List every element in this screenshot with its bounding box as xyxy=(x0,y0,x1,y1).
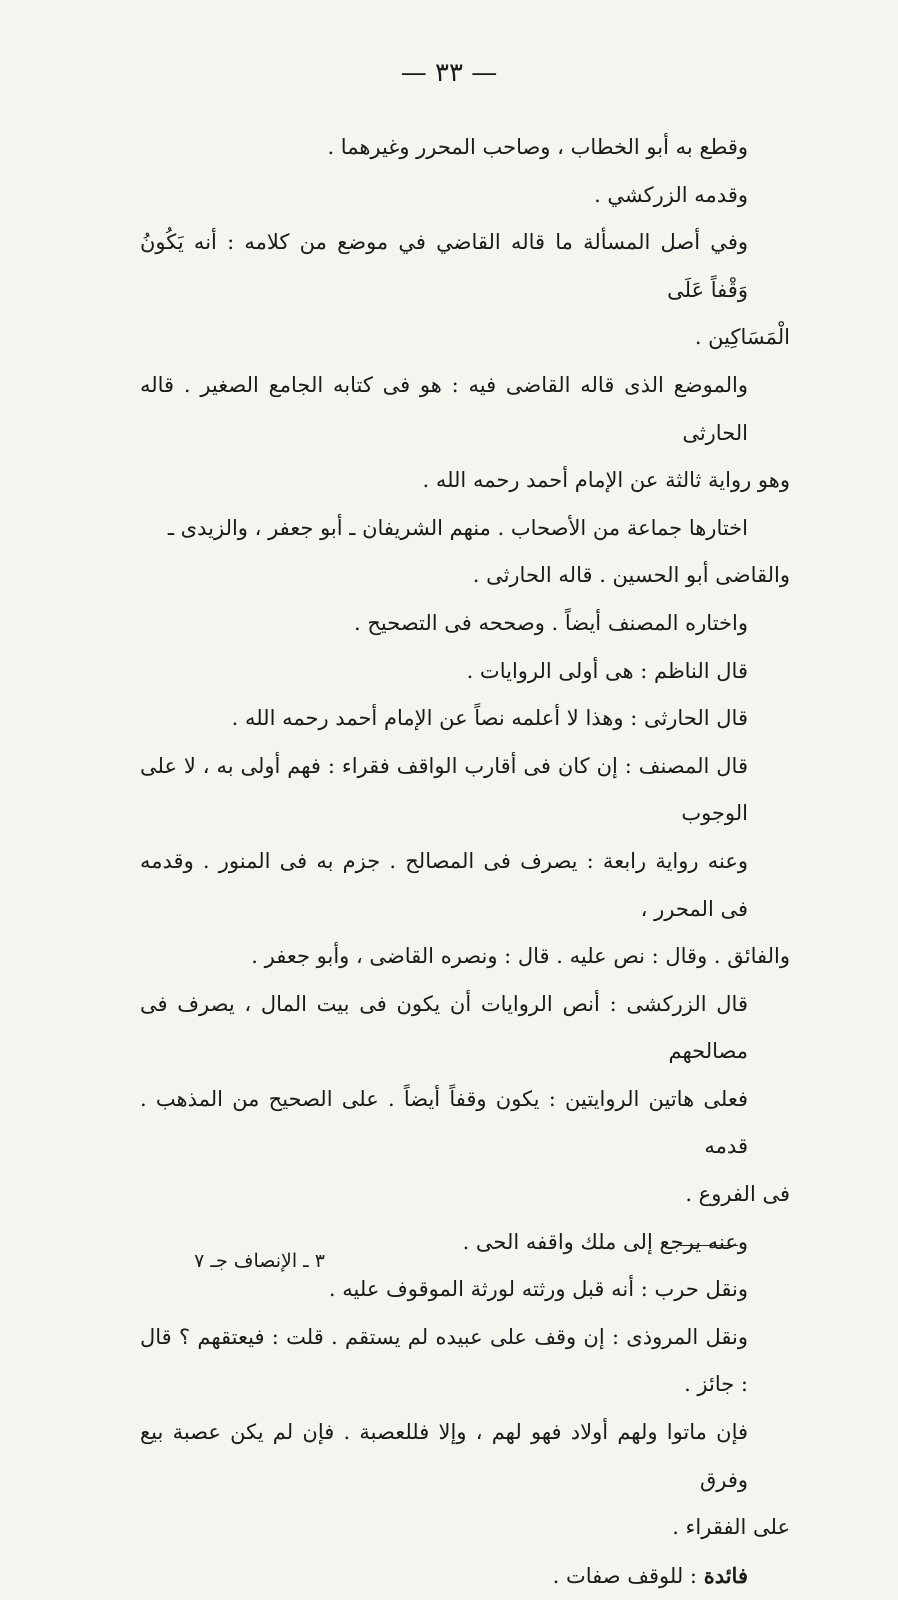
page-number: — ٣٣ — xyxy=(400,58,498,88)
text-line: ونقل حرب : أنه قبل ورثته لورثة الموقوف عليه . xyxy=(328,1277,748,1302)
text-line: الْمَسَاكِين . xyxy=(694,325,790,350)
text-line: وقطع به أبو الخطاب ، وصاحب المحرر وغيرهما . xyxy=(327,135,748,159)
text-line: وفي أصل المسألة ما قاله القاضي في موضع من كلامه : أنه يَكُونُ وَقْفاً عَلَى xyxy=(140,230,748,302)
text-line: وعنه يرجع إلى ملك واقفه الحى . xyxy=(462,1229,748,1254)
text-line: والموضع الذى قاله القاضى فيه : هو فى كتابه الجامع الصغير . قاله الحارثى xyxy=(140,372,748,445)
text-line: قال الناظم : هى أولى الروايات . xyxy=(466,658,748,683)
footer-signature: ٣ ـ الإنصاف جـ ٧ xyxy=(194,1250,325,1272)
text-line: واختاره المصنف أيضاً . وصححه فى التصحيح . xyxy=(354,610,748,635)
text-line: وعنه رواية رابعة : يصرف فى المصالح . جزم به فى المنور . وقدمه فى المحرر ، xyxy=(140,848,748,921)
text-line: اختارها جماعة من الأصحاب . منهم الشريفان ـ أبو جعفر ، والزيدى ـ xyxy=(167,515,748,540)
footer-rule xyxy=(680,1245,738,1246)
text-line: فإن ماتوا ولهم أولاد فهو لهم ، وإلا فللعصبة . فإن لم يكن عصبة بيع وفرق xyxy=(140,1420,748,1492)
body-text xyxy=(140,124,790,1600)
text-line: على الفقراء . xyxy=(672,1515,790,1540)
note-heading: فائدة xyxy=(703,1562,748,1588)
text-line: والفائق . وقال : نص عليه . قال : ونصره القاضى ، وأبو جعفر . xyxy=(251,944,790,969)
text-line: وهو رواية ثالثة عن الإمام أحمد رحمه الله . xyxy=(422,468,790,493)
text-line: قال المصنف : إن كان فى أقارب الواقف فقراء : فهم أولى به ، لا على الوجوب xyxy=(140,753,748,826)
text-line: قال الزركشى : أنص الروايات أن يكون فى بيت المال ، يصرف فى مصالحهم xyxy=(140,991,748,1064)
text-line: قال الحارثى : وهذا لا أعلمه نصاً عن الإمام أحمد رحمه الله . xyxy=(231,706,748,731)
note-text: : للوقف صفات . xyxy=(552,1563,704,1588)
text-line: والقاضى أبو الحسين . قاله الحارثى . xyxy=(472,563,790,588)
text-line: وقدمه الزركشي . xyxy=(594,182,748,207)
text-line xyxy=(140,1552,790,1600)
text-line: فى الفروع . xyxy=(685,1182,790,1207)
text-line: ونقل المروذى : إن وقف على عبيده لم يستقم . قلت : فيعتقهم ؟ قال : جائز . xyxy=(140,1324,748,1397)
text-line: فعلى هاتين الروايتين : يكون وقفاً أيضاً . على الصحيح من المذهب . قدمه xyxy=(140,1086,748,1159)
